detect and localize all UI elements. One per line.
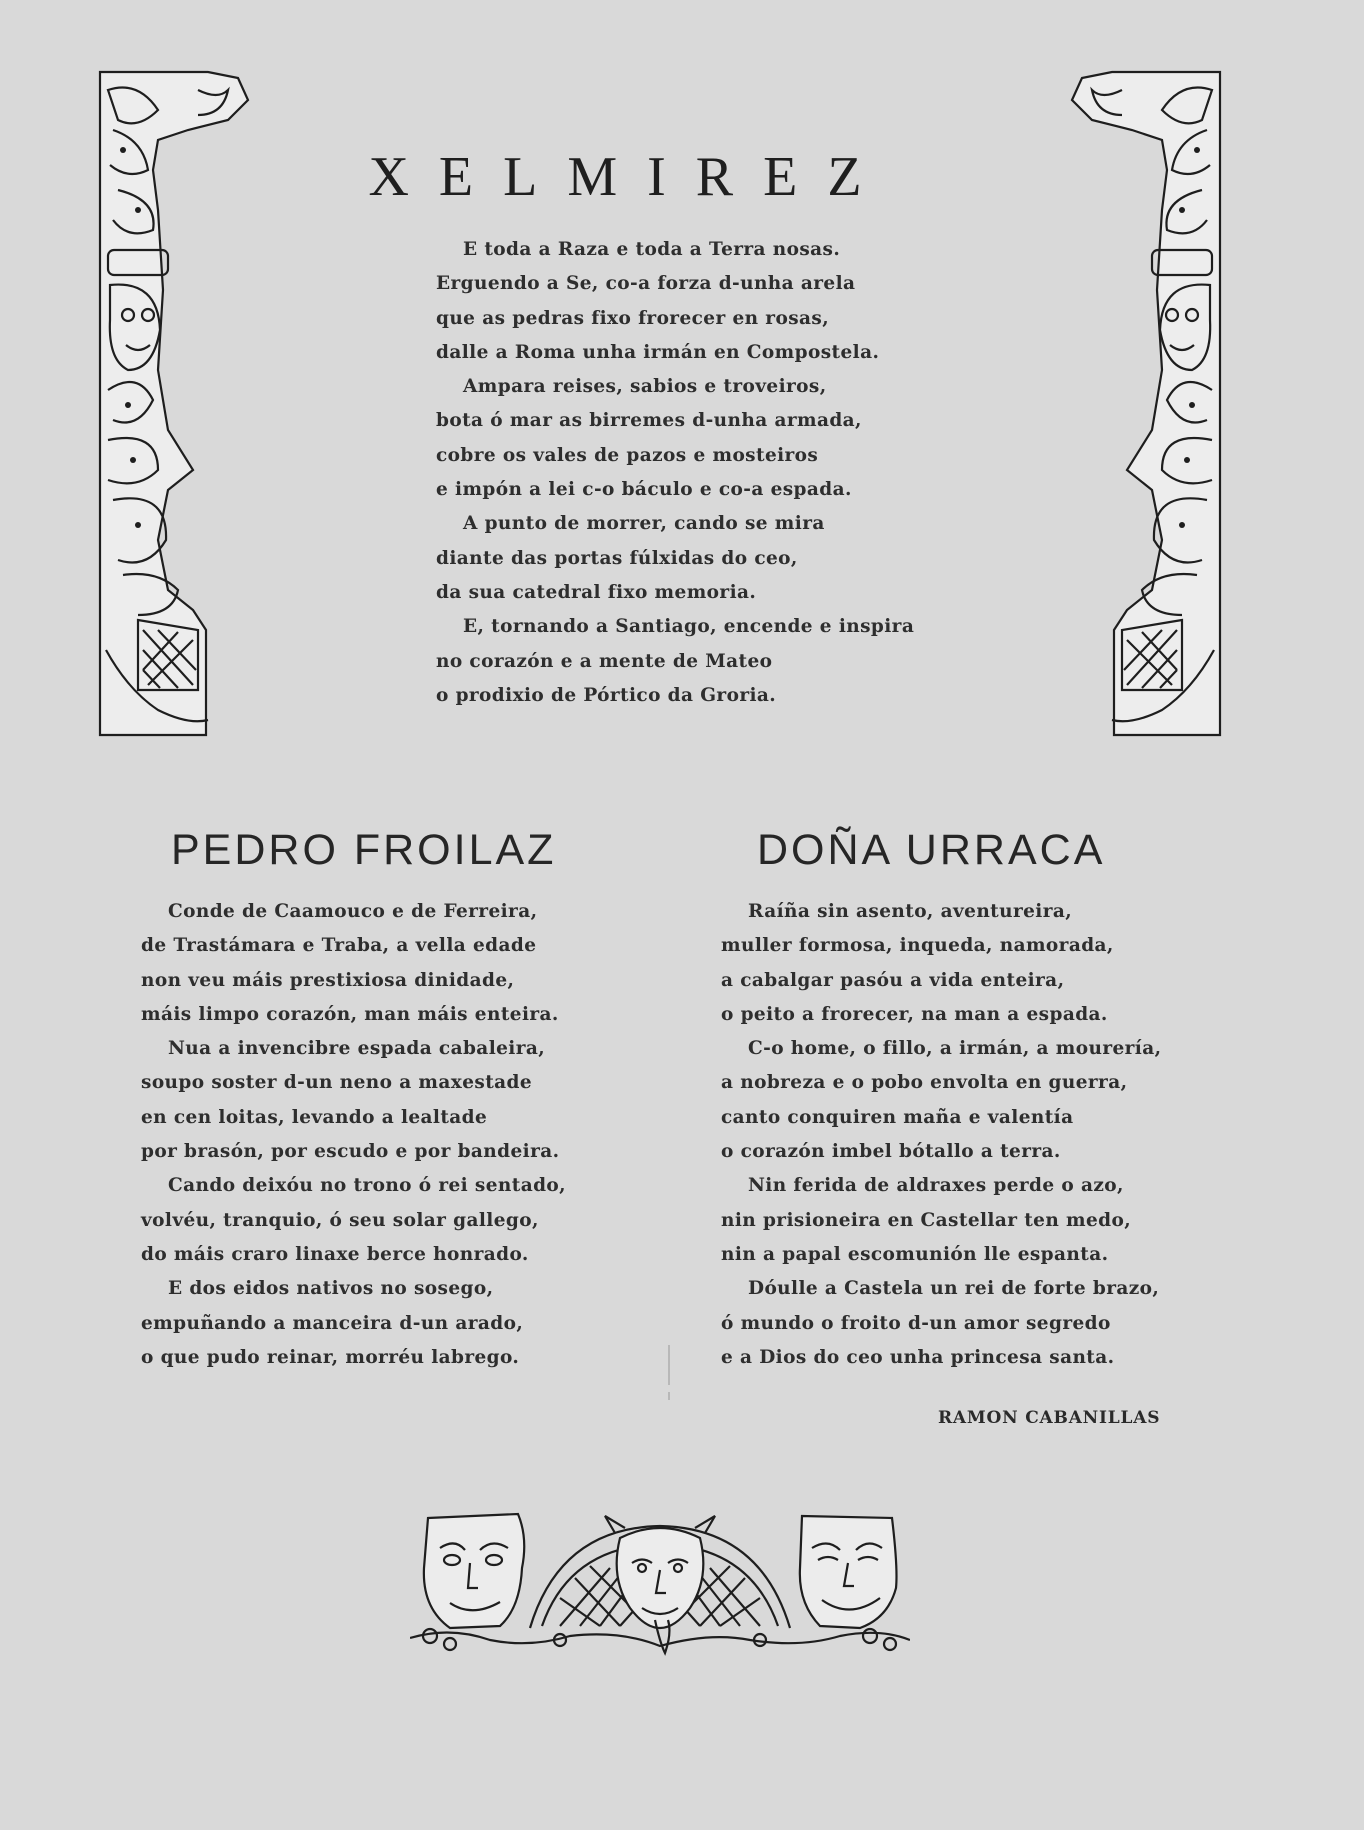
poem-line: no corazón e a mente de Mateo [436,650,773,672]
poem-xelmirez [436,233,914,713]
poem-line: non veu máis prestixiosa dinidade, [141,969,515,991]
poem-line: E, tornando a Santiago, encende e inspira [463,616,915,638]
poem-dona-urraca [721,895,1161,1375]
poem-line: o peito a frorecer, na man a espada. [721,1003,1108,1025]
ornamental-column-left-icon [98,70,250,738]
poem-line: o que pudo reinar, morréu labrego. [141,1346,520,1368]
poem-line: volvéu, tranquio, ó seu solar gallego, [141,1209,539,1231]
poem-line: Nua a invencibre espada cabaleira, [168,1038,546,1060]
poem-line: en cen loitas, levando a lealtade [141,1106,488,1128]
poem-line: E toda a Raza e toda a Terra nosas. [463,239,841,260]
poem-line: empuñando a manceira d-un arado, [141,1312,524,1334]
poem-line: cobre os vales de pazos e mosteiros [436,444,819,466]
poem-line: A punto de morrer, cando se mira [463,513,825,535]
poem-line: Cando deixóu no trono ó rei sentado, [168,1175,567,1197]
poem-title-dona-urraca: DOÑA URRACA [757,826,1106,874]
poem-line: ó mundo o froito d-un amor segredo [721,1312,1111,1334]
poem-line: dalle a Roma unha irmán en Compostela. [436,341,880,363]
poem-line: a cabalgar pasóu a vida enteira, [721,969,1065,991]
poem-line: canto conquiren maña e valentía [721,1106,1074,1128]
poem-pedro-froilaz [141,895,566,1375]
poem-line: Erguendo a Se, co-a forza d-unha arela [436,273,856,295]
poem-line: Nin ferida de aldraxes perde o azo, [748,1175,1124,1197]
paper-mark [668,1345,670,1385]
poem-line: por brasón, por escudo e por bandeira. [141,1141,560,1163]
poem-line: e a Dios do ceo unha princesa santa. [721,1346,1115,1368]
poem-line: C-o home, o fillo, a irmán, a mourería, [748,1038,1162,1060]
author-signature: RAMON CABANILLAS [938,1408,1161,1428]
poem-line: Dóulle a Castela un rei de forte brazo, [748,1278,1160,1300]
poem-line: Raíña sin asento, aventureira, [748,901,1073,922]
poem-title-xelmirez: XELMIREZ [368,146,892,208]
poem-line: a nobreza e o pobo envolta en guerra, [721,1072,1128,1094]
poem-line: muller formosa, inqueda, namorada, [721,935,1114,957]
poem-line: o prodixio de Pórtico da Groria. [436,684,777,706]
poem-line: nin a papal escomunión lle espanta. [721,1243,1109,1265]
grotesque-masks-tailpiece-icon [410,1508,910,1658]
poem-line: e impón a lei c-o báculo e co-a espada. [436,479,852,501]
paper-mark [668,1392,670,1400]
poem-title-pedro-froilaz: PEDRO FROILAZ [171,826,557,874]
poem-line: Ampara reises, sabios e troveiros, [463,376,827,398]
poem-line: que as pedras fixo frorecer en rosas, [436,307,830,329]
poem-line: bota ó mar as birremes d-unha armada, [436,410,862,432]
poem-line: E dos eidos nativos no sosego, [168,1278,494,1300]
poem-line: máis limpo corazón, man máis enteira. [141,1003,559,1025]
poem-line: soupo soster d-un neno a maxestade [141,1072,533,1094]
poem-line: de Trastámara e Traba, a vella edade [141,935,537,957]
ornamental-column-right-icon [1070,70,1222,738]
poem-line: da sua catedral fixo memoria. [436,581,757,603]
poem-line: Conde de Caamouco e de Ferreira, [168,901,538,922]
poem-line: diante das portas fúlxidas do ceo, [436,547,798,569]
poem-line: nin prisioneira en Castellar ten medo, [721,1209,1132,1231]
poem-line: o corazón imbel bótallo a terra. [721,1141,1061,1163]
poem-line: do máis craro linaxe berce honrado. [141,1243,529,1265]
